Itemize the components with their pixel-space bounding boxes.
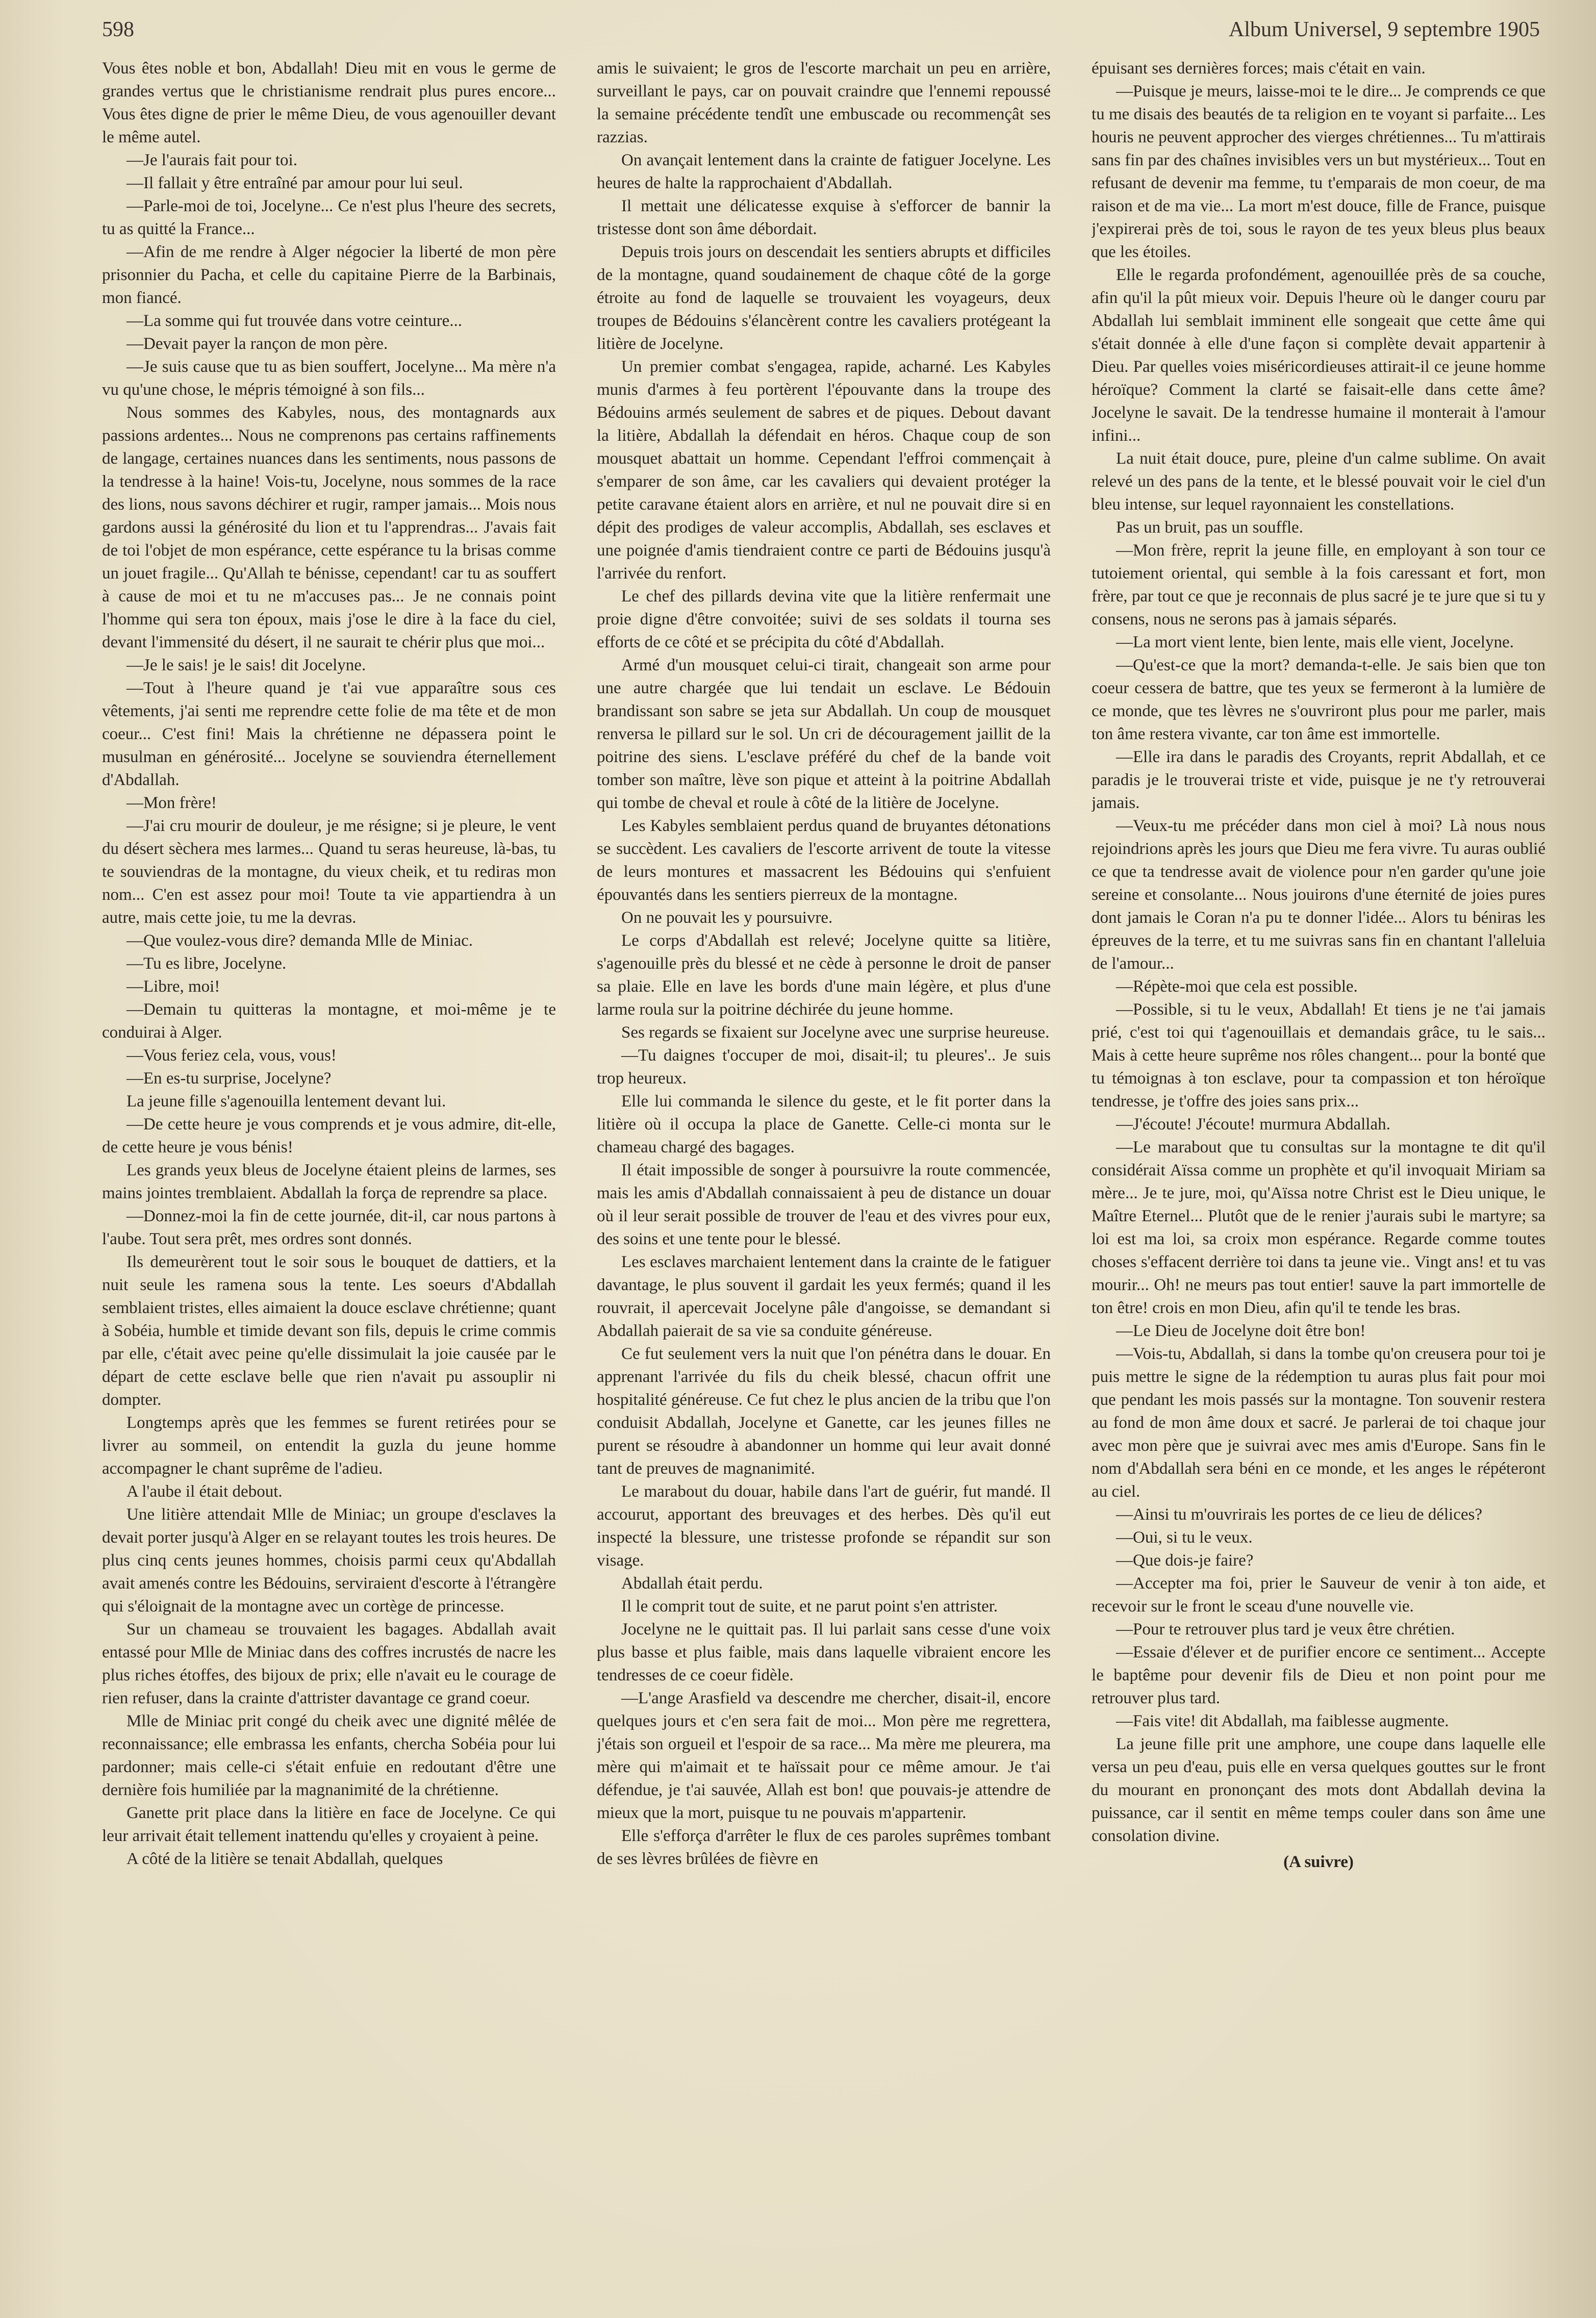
paragraph: A côté de la litière se tenait Abdallah, quelques bbox=[126, 1850, 443, 1868]
paragraph: On ne pouvait les y poursuivre. bbox=[621, 909, 833, 927]
paragraph: —Accepter ma foi, prier le Sauveur de venir à ton aide, et recevoir sur le front le sceau d'une nouvelle vie. bbox=[1092, 1574, 1546, 1616]
paragraph: Nous sommes des Kabyles, nous, des montagnards aux passions ardentes... Nous ne comprenons pas certains raffinements de langage, certaines nuances dans les sentiments, nous passons de la tendresse à la haine! Vois-tu, Jocelyne, nous sommes de la race des lions, nous savons déchirer et rugir, ramper jamais... Mois nous gardons aussi la générosité du lion et tu l'apprendras... J'avais fait de toi l'objet de mon espérance, cette espérance tu la brisas comme un jouet fragile... Qu'Allah te bénisse, cependant! car tu as souffert à cause de moi et tu ne m'accuses pas... Je ne connais point l'homme qui sera ton époux, mais j'ose le dire à la face du ciel, devant l'immensité du désert, il ne saurait te chérir plus que moi... bbox=[102, 404, 556, 651]
paragraph: —Je suis cause que tu as bien souffert, Jocelyne... Ma mère n'a vu qu'une chose, le mépris témoigné à son fils... bbox=[102, 358, 556, 399]
paragraph: —Que voulez-vous dire? demanda Mlle de Miniac. bbox=[126, 931, 473, 950]
paragraph: —Tu daignes t'occuper de moi, disait-il; tu pleures'.. Je suis trop heureux. bbox=[597, 1046, 1051, 1088]
paragraph: —Mon frère, reprit la jeune fille, en employant à son tour ce tutoiement oriental, qui semble à la fois caressant et fort, mon frère, par tout ce que je reconnais de plus sacré je te jure que si tu y consens, nous ne serons pas à jamais séparés. bbox=[1092, 541, 1546, 628]
paragraph: —Fais vite! dit Abdallah, ma faiblesse augmente. bbox=[1116, 1712, 1449, 1730]
paragraph: —Je l'aurais fait pour toi. bbox=[126, 151, 297, 169]
paragraph: Pas un bruit, pas un souffle. bbox=[1116, 518, 1303, 537]
paragraph: Jocelyne ne le quittait pas. Il lui parlait sans cesse d'une voix plus basse et plus faible, mais dans laquelle vibraient encore les tendresses de ce coeur fidèle. bbox=[597, 1620, 1051, 1684]
paragraph: Elle le regarda profondément, agenouillée près de sa couche, afin qu'il la pût mieux voir. Depuis l'heure où le danger couru par Abdallah lui semblait imminent elle songeait que cette âme qui s'était donnée à elle d'une façon si complète devait appartenir à Dieu. Par quelles voies miséricordieuses attirait-il ce jeune homme héroïque? Comment la clarté se faisait-elle dans cette âme? Jocelyne le savait. De la tendresse humaine il monterait à l'amour infini... bbox=[1092, 266, 1546, 445]
paragraph: —Vois-tu, Abdallah, si dans la tombe qu'on creusera pour toi je puis mettre le signe de la rédemption tu auras plus fait pour moi que pendant les mois passés sur la montagne. Ton souvenir restera au fond de mon âme doux et sacré. Je parlerai de toi chaque jour avec mon père que je suivrai avec mes amis d'Europe. Sans fin le nom d'Abdallah sera béni en ce monde, et les anges le répéteront au ciel. bbox=[1092, 1345, 1546, 1501]
paragraph: —Veux-tu me précéder dans mon ciel à moi? Là nous nous rejoindrions après les jours que Dieu me fera vivre. Tu auras oublié ce que ta tendresse avait de violence pour n'en garder qu'une joie sereine et consolante... Nous jouirons d'une éternité de joies pures dont jamais le Coran n'a pu te donner l'idée... Alors tu béniras les épreuves de la terre, et tu me suivras sans fin en chantant l'alleluia de l'amour... bbox=[1092, 817, 1546, 973]
paragraph: —Le Dieu de Jocelyne doit être bon! bbox=[1116, 1322, 1366, 1340]
paragraph: —Pour te retrouver plus tard je veux être chrétien. bbox=[1116, 1620, 1455, 1639]
paragraph: —Il fallait y être entraîné par amour pour lui seul. bbox=[126, 174, 463, 192]
paragraph: Les grands yeux bleus de Jocelyne étaient pleins de larmes, ses mains jointes tremblaient. Abdallah la força de reprendre sa place. bbox=[102, 1161, 556, 1202]
paragraph: —Devait payer la rançon de mon père. bbox=[126, 335, 388, 353]
paragraph: Ce fut seulement vers la nuit que l'on pénétra dans le douar. En apprenant l'arrivée du fils du cheik blessé, chacun offrit une hospitalité généreuse. Ce fut chez le plus ancien de la tribu que l'on conduisit Abdallah, Jocelyne et Ganette, car les jeunes filles ne purent se résoudre à abandonner un homme qui leur avait donné tant de preuves de magnanimité. bbox=[597, 1345, 1051, 1478]
paragraph: Abdallah était perdu. bbox=[621, 1574, 763, 1593]
paragraph: —J'écoute! J'écoute! murmura Abdallah. bbox=[1116, 1115, 1390, 1133]
paragraph: amis le suivaient; le gros de l'escorte marchait un peu en arrière, surveillant le pays, car on pouvait craindre que l'ennemi repoussé la semaine précédente tendît une embuscade ou recommençât ses razzias. bbox=[597, 59, 1051, 146]
paragraph: Elle lui commanda le silence du geste, et le fit porter dans la litière où il occupa la place de Ganette. Celle-ci monta sur le chameau chargé des bagages. bbox=[597, 1092, 1051, 1156]
paragraph: —Elle ira dans le paradis des Croyants, reprit Abdallah, et ce paradis je le trouverai triste et vide, puisque je ne t'y retrouverai jamais. bbox=[1092, 748, 1546, 812]
paragraph: —Libre, moi! bbox=[126, 977, 220, 996]
page-header bbox=[102, 14, 1540, 45]
paragraph: La nuit était douce, pure, pleine d'un calme sublime. On avait relevé un des pans de la tente, et le blessé pouvait voir le ciel d'un bleu intense, sur lequel rayonnaient les constellations. bbox=[1092, 449, 1546, 514]
paragraph: La jeune fille s'agenouilla lentement devant lui. bbox=[126, 1092, 446, 1111]
paragraph: —Oui, si tu le veux. bbox=[1116, 1528, 1253, 1547]
paragraph: —La somme qui fut trouvée dans votre ceinture... bbox=[126, 312, 462, 330]
text-column-2 bbox=[597, 57, 1051, 2297]
paragraph: Un premier combat s'engagea, rapide, acharné. Les Kabyles munis d'armes à feu portèrent l'épouvante dans la troupe des Bédouins armés seulement de sabres et de piques. Debout davant la litière, Abdallah la défendait en héros. Chaque coup de son mousquet abattait un homme. Cependant l'effroi commençait à s'emparer de son âme, car les cavaliers qui devaient protéger la petite caravane étaient alors en arrière, et nul ne pouvait dire si en dépit des prodiges de valeur accomplis, Abdallah, ses esclaves et une poignée d'amis tiendraient contre ce parti de Bédouins jusqu'à l'arrivée du renfort. bbox=[597, 358, 1051, 583]
paragraph: —Le marabout que tu consultas sur la montagne te dit qu'il considérait Aïssa comme un prophète et qu'il invoquait Miriam sa mère... Je te jure, moi, qu'Aïssa notre Christ est le Dieu unique, le Maître Eternel... Plutôt que de le renier j'aurais subi le martyre; sa loi est ma loi, sa croix mon espérance. Regarde comme toutes choses s'effacent derrière toi dans ta jeune vie.. Vingt ans! et tu vas mourir... Oh! ne meurs pas tout entier! sauve la part immortelle de ton être! crois en mon Dieu, afin qu'il te tende les bras. bbox=[1092, 1138, 1546, 1317]
paragraph: —Répète-moi que cela est possible. bbox=[1116, 977, 1358, 996]
paragraph: A l'aube il était debout. bbox=[126, 1482, 283, 1501]
paragraph: (A suivre) bbox=[1283, 1853, 1354, 1871]
paragraph: Les esclaves marchaient lentement dans la crainte de le fatiguer davantage, le plus souvent il gardait les yeux fermés; quand il les rouvrait, il apercevait Jocelyne pâle d'angoisse, se demandant si Abdallah paierait de sa vie sa conduite généreuse. bbox=[597, 1253, 1051, 1340]
paragraph: —Tout à l'heure quand je t'ai vue apparaître sous ces vêtements, j'ai senti me reprendre cette folie de ma tête et de mon coeur... C'est fini! Mais la chrétienne ne dépassera point le musulman en générosité... Jocelyne se souviendra éternellement d'Abdallah. bbox=[102, 679, 556, 789]
paragraph: Ils demeurèrent tout le soir sous le bouquet de dattiers, et la nuit seule les ramena sous la tente. Les soeurs d'Abdallah semblaient tristes, elles aimaient la douce esclave chrétienne; quant à Sobéia, humble et timide devant son fils, depuis le crime commis par elle, c'était avec peine qu'elle dissimulait la joie causée par le départ de cette esclave belle que rien n'avait pu assouplir ni dompter. bbox=[102, 1253, 556, 1409]
paragraph: Le marabout du douar, habile dans l'art de guérir, fut mandé. Il accourut, apportant des breuvages et des herbes. Dès qu'il eut inspecté la blessure, une tristesse profonde se répandit sur son visage. bbox=[597, 1482, 1051, 1570]
paragraph: Ganette prit place dans la litière en face de Jocelyne. Ce qui leur arrivait était tellement inattendu qu'elles y croyaient à peine. bbox=[102, 1804, 556, 1845]
paragraph: La jeune fille prit une amphore, une coupe dans laquelle elle versa un peu d'eau, puis elle en versa quelques gouttes sur le front du mourant en prononçant des mots dont Abdallah devina la puissance, car il sentit en même temps couler dans son âme une consolation divine. bbox=[1092, 1735, 1546, 1845]
paragraph: —Possible, si tu le veux, Abdallah! Et tiens je ne t'ai jamais prié, c'est toi qui t'agenouillais et demandais grâce, tu le sais... Mais à cette heure suprême nos rôles changent... pour la bonté que tu témoignas à ton esclave, pour ta compassion et ton héroïque tendresse, je t'offre des joies sans prix... bbox=[1092, 1000, 1546, 1111]
paragraph: —Donnez-moi la fin de cette journée, dit-il, car nous partons à l'aube. Tout sera prêt, mes ordres sont donnés. bbox=[102, 1207, 556, 1248]
paragraph: On avançait lentement dans la crainte de fatiguer Jocelyne. Les heures de halte la rapprochaient d'Abdallah. bbox=[597, 151, 1051, 192]
paragraph: Elle s'efforça d'arrêter le flux de ces paroles suprêmes tombant de ses lèvres brûlées de fièvre en bbox=[597, 1827, 1051, 1868]
paragraph: Vous êtes noble et bon, Abdallah! Dieu mit en vous le germe de grandes vertus que le christianisme rendrait plus pures encore... Vous êtes digne de prier le même Dieu, de vous agenouiller devant le même autel. bbox=[102, 59, 556, 146]
paragraph: —J'ai cru mourir de douleur, je me résigne; si je pleure, le vent du désert sèchera mes larmes... Quand tu seras heureuse, là-bas, tu te souviendras de la montagne, du vieux cheik, et tu rediras mon nom... C'en est assez pour moi! Toute ta vie appartiendra à un autre, mais cette joie, tu me la devras. bbox=[102, 817, 556, 927]
paragraph: —Puisque je meurs, laisse-moi te le dire... Je comprends ce que tu me disais des beautés de ta religion en te voyant si parfaite... Les houris ne peuvent approcher des vierges chrétiennes... Tu m'attirais sans fin par des chaînes invisibles vers un but mystérieux... Tout en refusant de devenir ma femme, tu t'emparais de mon coeur, de ma raison et de ma vie... La mort m'est douce, fille de France, puisque j'expirerai près de toi, sous le rayon de tes yeux bleus plus beaux que les étoiles. bbox=[1092, 82, 1546, 261]
paragraph: —En es-tu surprise, Jocelyne? bbox=[126, 1069, 332, 1088]
paragraph: Ses regards se fixaient sur Jocelyne avec une surprise heureuse. bbox=[621, 1023, 1050, 1042]
text-column-1 bbox=[102, 57, 556, 2297]
paragraph: —Mon frère! bbox=[126, 794, 217, 812]
paragraph: —Vous feriez cela, vous, vous! bbox=[126, 1046, 337, 1065]
paragraph: —Tu es libre, Jocelyne. bbox=[126, 954, 287, 973]
paragraph: —Ainsi tu m'ouvrirais les portes de ce lieu de délices? bbox=[1116, 1505, 1482, 1524]
paragraph: Le corps d'Abdallah est relevé; Jocelyne quitte sa litière, s'agenouille près du blessé et ne cède à personne le droit de panser sa plaie. Elle en lave les bords d'une main légère, et plus d'une larme roula sur la poitrine déchirée du jeune homme. bbox=[597, 931, 1051, 1019]
paragraph: Longtemps après que les femmes se furent retirées pour se livrer au sommeil, on entendit la guzla du jeune homme accompagner le chant suprême de l'adieu. bbox=[102, 1414, 556, 1478]
paragraph: —Parle-moi de toi, Jocelyne... Ce n'est plus l'heure des secrets, tu as quitté la France... bbox=[102, 197, 556, 238]
paragraph: —Essaie d'élever et de purifier encore ce sentiment... Accepte le baptême pour devenir fils de Dieu et non point pour me retrouver plus tard. bbox=[1092, 1643, 1546, 1707]
paragraph: Le chef des pillards devina vite que la litière renfermait une proie digne d'être convoitée; suivi de ses soldats il tourna ses efforts de ce côté et se précipita du côté d'Abdallah. bbox=[597, 587, 1051, 651]
text-columns bbox=[102, 57, 1546, 2297]
page-number: 598 bbox=[102, 18, 134, 41]
paragraph: épuisant ses dernières forces; mais c'était en vain. bbox=[1092, 59, 1426, 78]
paragraph: —Demain tu quitteras la montagne, et moi-même je te conduirai à Alger. bbox=[102, 1000, 556, 1042]
running-title: Album Universel, 9 septembre 1905 bbox=[1228, 18, 1540, 41]
paragraph: Armé d'un mousquet celui-ci tirait, changeait son arme pour une autre chargée que lui tendait un esclave. Le Bédouin brandissant son sabre se jeta sur Abdallah. Un coup de mousquet renversa le pillard sur le sol. Un cri de découragement jaillit de la poitrine des siens. L'esclave préféré du chef de la bande voit tomber son maître, lève son pique et atteint à la poitrine Abdallah qui tombe de cheval et roule à côté de la litière de Jocelyne. bbox=[597, 656, 1051, 812]
paragraph: Il le comprit tout de suite, et ne parut point s'en attrister. bbox=[621, 1597, 998, 1616]
paragraph: Les Kabyles semblaient perdus quand de bruyantes détonations se succèdent. Les cavaliers de l'escorte arrivent de toute la vitesse de leurs montures et massacrent les Bédouins qui s'enfuient épouvantés dans les sentiers pierreux de la montagne. bbox=[597, 817, 1051, 904]
paragraph: —Que dois-je faire? bbox=[1116, 1551, 1254, 1570]
paragraph: —Je le sais! je le sais! dit Jocelyne. bbox=[126, 656, 366, 674]
paragraph: —De cette heure je vous comprends et je vous admire, dit-elle, de cette heure je vous bénis! bbox=[102, 1115, 556, 1156]
paragraph: Sur un chameau se trouvaient les bagages. Abdallah avait entassé pour Mlle de Miniac dans des coffres incrustés de nacre les plus riches étoffes, des bijoux de prix; elle n'avait eu le courage de rien refuser, dans la crainte d'attrister davantage ce grand coeur. bbox=[102, 1620, 556, 1707]
paragraph: —Afin de me rendre à Alger négocier la liberté de mon père prisonnier du Pacha, et celle du capitaine Pierre de la Barbinais, mon fiancé. bbox=[102, 243, 556, 307]
paragraph: —La mort vient lente, bien lente, mais elle vient, Jocelyne. bbox=[1116, 633, 1514, 651]
text-column-3 bbox=[1092, 57, 1546, 2297]
paragraph: Une litière attendait Mlle de Miniac; un groupe d'esclaves la devait porter jusqu'à Alger en se relayant toutes les trois heures. De plus cinq cents jeunes hommes, choisis parmi ceux qu'Abdallah avait amenés contre les Bédouins, serviraient d'escorte à l'étrangère qui s'éloignait de la montagne avec un cortège de princesse. bbox=[102, 1505, 556, 1616]
paragraph: —L'ange Arasfield va descendre me chercher, disait-il, encore quelques jours et c'en sera fait de moi... Mon père me regrettera, j'étais son orgueil et l'espoir de sa race... Ma mère me pleurera, ma mère qui m'aimait et te haïssait pour ce même amour. Je t'ai défendue, je t'ai sauvée, Allah est bon! que pouvais-je attendre de mieux que la mort, puisque tu ne pouvais m'appartenir. bbox=[597, 1689, 1051, 1822]
paragraph: Il mettait une délicatesse exquise à s'efforcer de bannir la tristesse dont son âme débordait. bbox=[597, 197, 1051, 238]
paragraph: —Qu'est-ce que la mort? demanda-t-elle. Je sais bien que ton coeur cessera de battre, que tes yeux se fermeront à la lumière de ce monde, que tes lèvres ne s'ouvriront plus pour me parler, mais ton âme restera vivante, car ton âme est immortelle. bbox=[1092, 656, 1546, 743]
paragraph: Il était impossible de songer à poursuivre la route commencée, mais les amis d'Abdallah connaissaient à peu de distance un douar où il leur serait possible de trouver de l'eau et des vivres pour eux, des soins et une tente pour le blessé. bbox=[597, 1161, 1051, 1248]
paragraph: Mlle de Miniac prit congé du cheik avec une dignité mêlée de reconnaissance; elle embrassa les enfants, chercha Sobéia pour lui pardonner; mais celle-ci s'était enfuie en redoutant d'être une dernière fois humiliée par la magnanimité de la chrétienne. bbox=[102, 1712, 556, 1799]
paragraph: Depuis trois jours on descendait les sentiers abrupts et difficiles de la montagne, quand soudainement de chaque côté de la gorge étroite au fond de laquelle se trouvaient les voyageurs, deux troupes de Bédouins s'élancèrent contre les cavaliers protégeant la litière de Jocelyne. bbox=[597, 243, 1051, 353]
